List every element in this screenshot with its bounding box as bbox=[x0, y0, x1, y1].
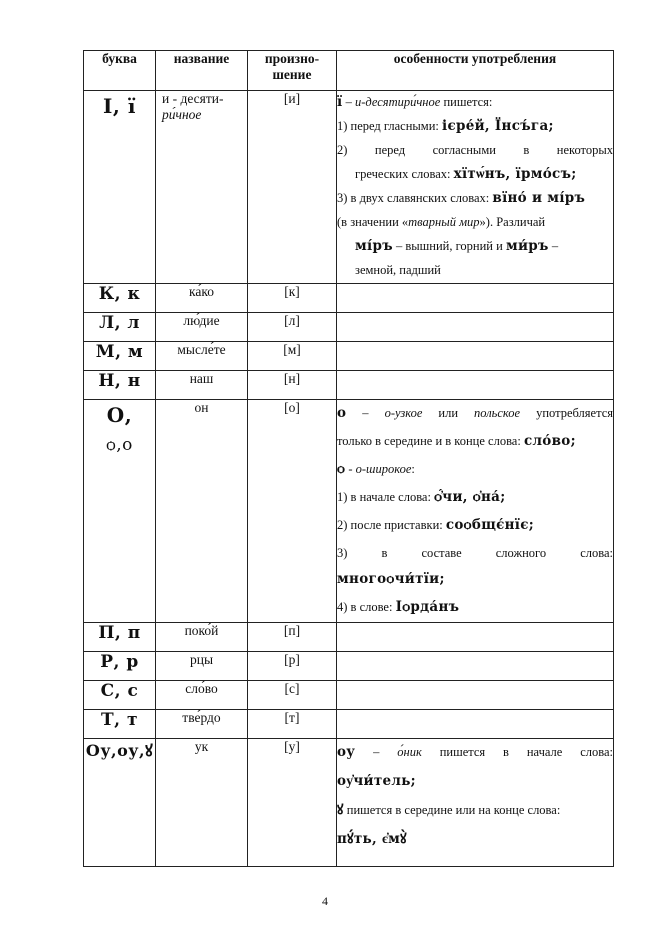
letter-cell: М, м bbox=[84, 342, 156, 371]
note-text: - bbox=[345, 462, 356, 476]
name-cell: тве́рдо bbox=[156, 710, 248, 739]
letter-cell: Л, л bbox=[84, 313, 156, 342]
name-line-1: и - десяти- bbox=[162, 91, 224, 106]
notes-cell bbox=[337, 91, 614, 284]
note-line bbox=[337, 187, 613, 209]
name-cell: наш bbox=[156, 371, 248, 400]
note-term: и-десятири́чное bbox=[354, 95, 441, 109]
note-line bbox=[337, 428, 613, 454]
slavonic-example: соѻбщє́нїє; bbox=[445, 517, 535, 533]
note-line bbox=[337, 739, 613, 766]
note-line: 2) перед согласными в некоторых bbox=[337, 143, 613, 157]
notes-cell bbox=[337, 400, 614, 623]
table-row bbox=[84, 652, 614, 681]
name-cell: мысле́те bbox=[156, 342, 248, 371]
name-cell: он bbox=[156, 400, 248, 623]
note-line bbox=[337, 115, 613, 137]
notes-cell bbox=[337, 710, 614, 739]
table-row bbox=[84, 91, 614, 284]
note-line: 3) в составе сложного слова: bbox=[337, 546, 613, 560]
note-term: о-широкое bbox=[355, 462, 412, 476]
note-text: 1) в начале слова: bbox=[337, 490, 435, 504]
letter-cell: Р, р bbox=[84, 652, 156, 681]
letter-cell: П, п bbox=[84, 623, 156, 652]
slavonic-example: сло́во; bbox=[523, 433, 576, 449]
note-line bbox=[337, 456, 613, 482]
pron-cell: [р] bbox=[248, 652, 337, 681]
header-row bbox=[84, 51, 614, 91]
slavonic-example: пꙋ́ть, є҆мꙋ̀ bbox=[337, 831, 407, 847]
note-line bbox=[337, 594, 613, 620]
note-term: тварный мир bbox=[408, 215, 480, 229]
note-term: о́ник bbox=[397, 745, 422, 759]
table-row bbox=[84, 371, 614, 400]
notes-cell bbox=[337, 681, 614, 710]
notes-cell bbox=[337, 623, 614, 652]
name-line-2: ри́чное bbox=[162, 107, 202, 122]
note-line bbox=[337, 163, 613, 185]
name-cell: поко́й bbox=[156, 623, 248, 652]
slavonic-example: вїно́ и мі́ръ bbox=[492, 190, 586, 206]
note-line bbox=[337, 484, 613, 510]
note-text: греческих словах: bbox=[355, 167, 454, 181]
pron-cell: [м] bbox=[248, 342, 337, 371]
note-line bbox=[337, 512, 613, 538]
note-text: 4) в слове: bbox=[337, 600, 396, 614]
page-number: 4 bbox=[322, 894, 328, 908]
note-text: – bbox=[548, 239, 559, 253]
slavonic-symbol: ї bbox=[337, 94, 343, 110]
note-line bbox=[337, 235, 613, 257]
pron-cell: [п] bbox=[248, 623, 337, 652]
note-line bbox=[337, 400, 613, 426]
letter-cell: І, ї bbox=[84, 91, 156, 284]
slavonic-example: ѻ҆́чи, ѻ҆на́; bbox=[434, 489, 506, 505]
slavonic-example: мі́ръ bbox=[355, 238, 393, 254]
note-text: употребляется bbox=[520, 406, 614, 420]
slavonic-example: хїтѡ́нъ, їрмо́съ; bbox=[453, 166, 577, 182]
note-text: »). Различай bbox=[479, 215, 546, 229]
note-text: или bbox=[422, 406, 475, 420]
name-cell: ка́ко bbox=[156, 284, 248, 313]
pron-cell: [н] bbox=[248, 371, 337, 400]
slavonic-example: ієре́й, Їнсъ́га; bbox=[442, 118, 554, 134]
note-term: о-узкое bbox=[384, 406, 423, 420]
note-text: 1) перед гласными: bbox=[337, 119, 443, 133]
pron-cell: [с] bbox=[248, 681, 337, 710]
note-text: – bbox=[342, 95, 355, 109]
note-line bbox=[337, 797, 613, 824]
note-text: 2) после приставки: bbox=[337, 518, 446, 532]
table-row bbox=[84, 313, 614, 342]
name-cell: рцы bbox=[156, 652, 248, 681]
note-text: (в значении « bbox=[337, 215, 409, 229]
header-name: название bbox=[156, 51, 248, 91]
pron-cell: [к] bbox=[248, 284, 337, 313]
header-pronunciation: произно-шение bbox=[248, 51, 337, 91]
pron-cell: [у] bbox=[248, 739, 337, 867]
notes-cell bbox=[337, 739, 614, 867]
note-text: – bbox=[355, 745, 398, 759]
pron-cell: [о] bbox=[248, 400, 337, 623]
letter-secondary: ѻ,о bbox=[106, 435, 133, 455]
note-line bbox=[337, 566, 613, 592]
letter-cell: Оу,оу,ꙋ bbox=[84, 739, 156, 867]
note-term: польское bbox=[474, 406, 521, 420]
pron-cell: [т] bbox=[248, 710, 337, 739]
pron-cell: [л] bbox=[248, 313, 337, 342]
notes-cell bbox=[337, 284, 614, 313]
notes-cell bbox=[337, 342, 614, 371]
slavonic-example: ми́ръ bbox=[505, 238, 549, 254]
notes-cell bbox=[337, 652, 614, 681]
note-text: : bbox=[411, 462, 415, 476]
name-cell: ук bbox=[156, 739, 248, 867]
slavonic-symbol: о bbox=[337, 405, 347, 421]
letter-cell: К, к bbox=[84, 284, 156, 313]
pron-cell: [и] bbox=[248, 91, 337, 284]
table-row bbox=[84, 284, 614, 313]
note-text: только в середине и в конце слова: bbox=[337, 434, 524, 448]
note-text: – bbox=[346, 406, 385, 420]
letter-cell: С, с bbox=[84, 681, 156, 710]
note-text: пишется: bbox=[440, 95, 493, 109]
letter-cell: Т, т bbox=[84, 710, 156, 739]
table-row bbox=[84, 710, 614, 739]
table-row bbox=[84, 739, 614, 867]
name-cell: лю́дие bbox=[156, 313, 248, 342]
table-row bbox=[84, 681, 614, 710]
slavonic-symbol: ѻ bbox=[337, 461, 346, 477]
note-line: земной, падший bbox=[355, 263, 441, 277]
slavonic-symbol: ꙋ bbox=[337, 802, 344, 818]
slavonic-example: оу҆чи́тель; bbox=[337, 773, 416, 789]
letter-primary: О, bbox=[106, 403, 133, 427]
notes-cell bbox=[337, 313, 614, 342]
name-cell bbox=[156, 91, 248, 284]
table-row bbox=[84, 342, 614, 371]
note-text: пишется в середине или на конце слова: bbox=[343, 803, 561, 817]
note-text: 3) в двух славянских словах: bbox=[337, 191, 493, 205]
note-line bbox=[337, 826, 613, 853]
letter-cell bbox=[84, 400, 156, 623]
letter-cell: Н, н bbox=[84, 371, 156, 400]
alphabet-table bbox=[83, 50, 614, 867]
note-text: пишется в начале слова: bbox=[421, 745, 613, 759]
notes-cell bbox=[337, 371, 614, 400]
slavonic-example: Іѻрда́нъ bbox=[395, 599, 460, 615]
note-line bbox=[337, 768, 613, 795]
note-line bbox=[337, 91, 613, 113]
name-cell: сло́во bbox=[156, 681, 248, 710]
header-letter: буква bbox=[84, 51, 156, 91]
note-line bbox=[337, 211, 613, 233]
slavonic-symbol: оу bbox=[337, 744, 356, 760]
note-text: – вышний, горний и bbox=[392, 239, 506, 253]
table-row bbox=[84, 623, 614, 652]
header-usage: особенности употребления bbox=[337, 51, 614, 91]
table-row bbox=[84, 400, 614, 623]
slavonic-example: многоѻчи́тїи; bbox=[337, 571, 445, 587]
